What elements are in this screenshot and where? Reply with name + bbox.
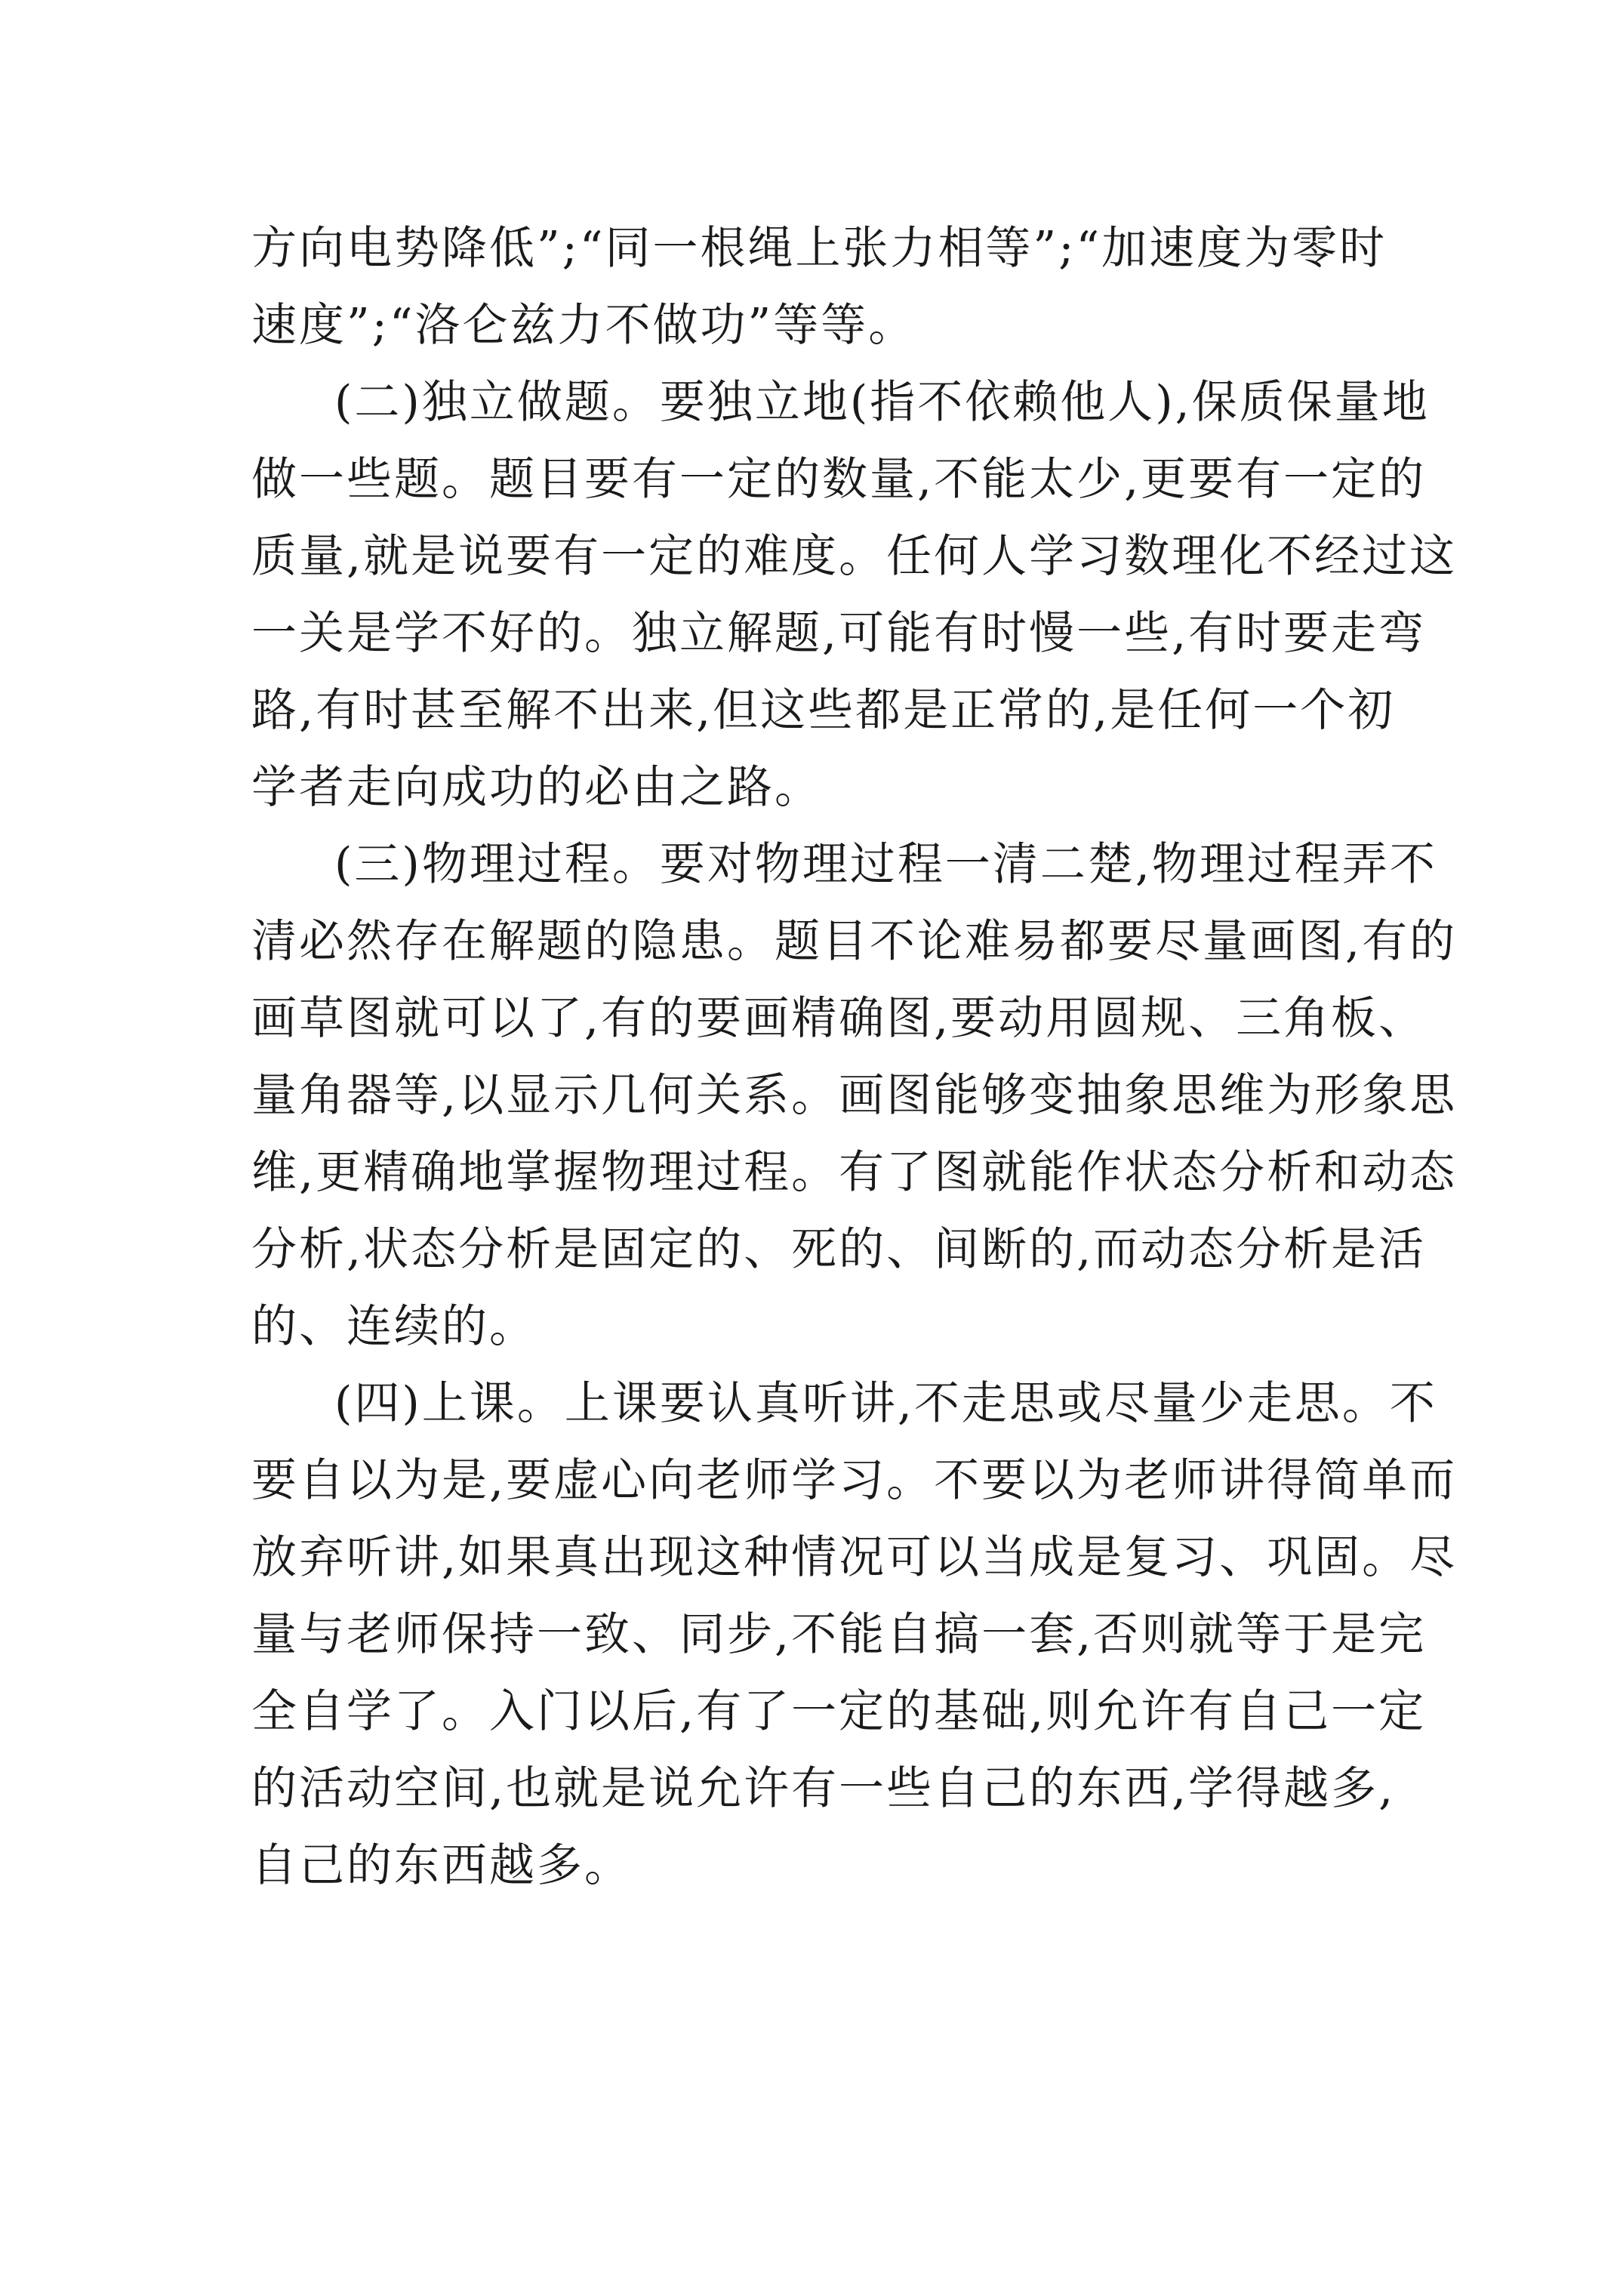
text-line: 全自学了。入门以后,有了一定的基础,则允许有自己一定: [251, 1685, 1427, 1738]
text-line: 放弃听讲,如果真出现这种情况可以当成是复习、巩固。尽: [251, 1531, 1458, 1584]
text-line: 速度”;“洛仑兹力不做功”等等。: [251, 299, 916, 352]
text-line-first: (三)物理过程。要对物理过程一清二楚,物理过程弄不: [334, 838, 1437, 891]
paragraph-attending-class: [251, 1365, 1458, 1904]
text-line: 方向电势降低”;“同一根绳上张力相等”;“加速度为零时: [251, 222, 1387, 275]
text-line: 路,有时甚至解不出来,但这些都是正常的,是任何一个初: [251, 684, 1396, 737]
text-line: 清必然存在解题的隐患。题目不论难易都要尽量画图,有的: [251, 915, 1458, 968]
text-line: 量与老师保持一致、同步,不能自搞一套,否则就等于是完: [251, 1608, 1427, 1661]
text-line: 的、连续的。: [251, 1300, 537, 1353]
text-line: 做一些题。题目要有一定的数量,不能太少,更要有一定的: [251, 453, 1427, 506]
text-line-first: (二)独立做题。要独立地(指不依赖他人),保质保量地: [334, 376, 1430, 429]
text-line: 维,更精确地掌握物理过程。有了图就能作状态分析和动态: [251, 1146, 1458, 1199]
text-line: 量角器等,以显示几何关系。画图能够变抽象思维为形象思: [251, 1069, 1458, 1122]
continuation-paragraph: [251, 210, 1387, 364]
text-line-first: (四)上课。上课要认真听讲,不走思或尽量少走思。不: [334, 1377, 1437, 1430]
text-line: 一关是学不好的。独立解题,可能有时慢一些,有时要走弯: [251, 607, 1427, 660]
paragraph-physical-process: [251, 826, 1458, 1365]
text-line: 要自以为是,要虚心向老师学习。不要以为老师讲得简单而: [251, 1454, 1458, 1507]
text-line: 质量,就是说要有一定的难度。任何人学习数理化不经过这: [251, 530, 1458, 583]
text-line: 分析,状态分析是固定的、死的、间断的,而动态分析是活: [251, 1223, 1427, 1276]
document-body: [251, 210, 1458, 1904]
text-line: 学者走向成功的必由之路。: [251, 761, 822, 814]
text-line: 画草图就可以了,有的要画精确图,要动用圆规、三角板、: [251, 992, 1427, 1045]
text-line: 的活动空间,也就是说允许有一些自己的东西,学得越多,: [251, 1762, 1396, 1815]
text-line: 自己的东西越多。: [251, 1839, 632, 1892]
paragraph-independent-problem-solving: [251, 364, 1458, 826]
